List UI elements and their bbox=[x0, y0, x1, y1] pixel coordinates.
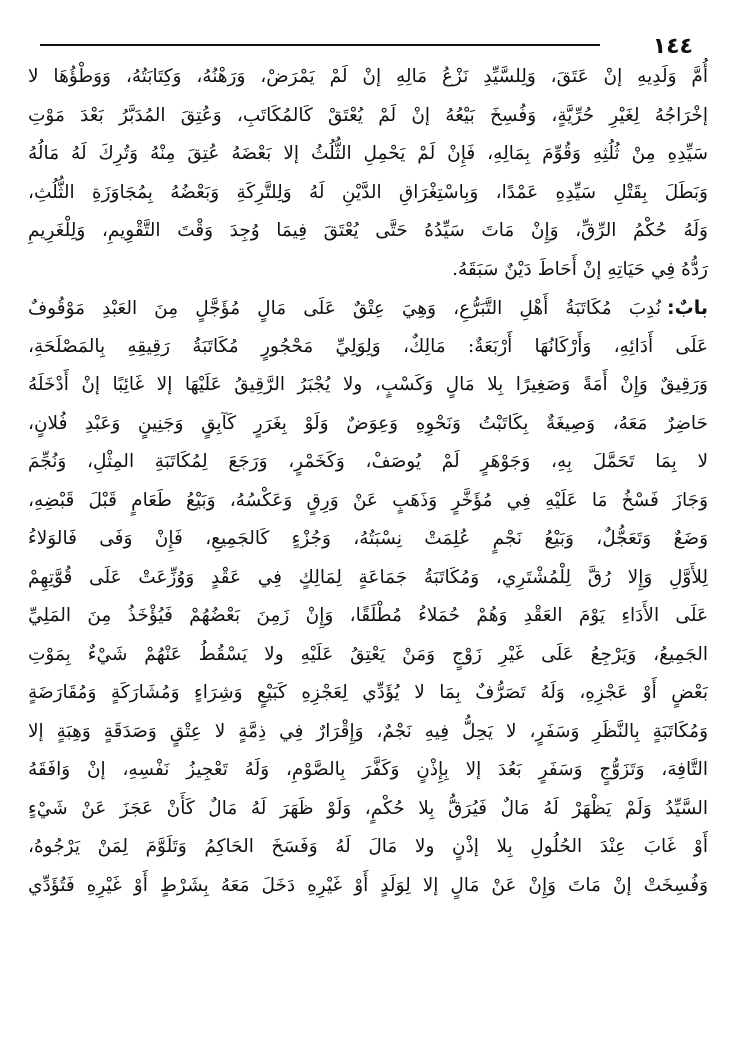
text-line-3: سَيِّدِهِ مِنْ ثُلُثِهِ وَقُوِّمَ بِمَالِهِ، فَإِنْ لَمْ يَحْمِلِ الثُّلُثُ إلا بَعْضَهُ عُتِقَ مِنْهُ وَتُرِكَ لَهُ مَالُهُ bbox=[28, 143, 708, 164]
page-number: ١٤٤ bbox=[652, 34, 693, 59]
text-line-21: أَوْ غَابَ عِنْدَ الحُلُولِ بِلا إذْنٍ ولا مَالَ لَهُ وَفَسَخَ الحَاكِمُ وَتَلَوَّمَ لِمَنْ يَرْجُوهُ، bbox=[28, 836, 708, 857]
text-line-8: عَلَى أَدَائِهِ، وَأَرْكَانُهَا أَرْبَعَةٌ: مَالِكٌ، وَلِوَلِيِّ مَحْجُورٍ مُكَاتَبَةُ رَقِيقِهِ بِالمَصْلَحَةِ، bbox=[28, 335, 708, 357]
text-line-12: وَجَازَ فَسْخُ مَا عَلَيْهِ فِي مُؤَخَّرٍ وَذَهَبٍ عَنْ وَرِقٍ وَعَكْسُهُ، وَبَيْعُ طَعَامٍ قَبْلَ قَبْضِهِ، bbox=[28, 489, 708, 511]
text-line-9: وَرَقِيقٌ وَإِنْ أَمَةً وَصَغِيرًا بِلا مَالٍ وَكَسْبٍ، ولا يُجْبَرُ الرَّقِيقُ عَلَيْهَا إلا غَائِبًا إنْ أَدْخَلَهُ bbox=[28, 374, 708, 395]
text-line-10: حَاضِرٌ مَعَهُ، وَصِيغَةٌ بِكَاتَبْتُ وَنَحْوِهِ وَعِوَضٌ وَلَوْ بِغَرَرٍ كَآبِقٍ وَجَنِينٍ وَعَبْدِ فُلانٍ، bbox=[28, 412, 708, 434]
text-line-18: وَمُكَاتَبَةٍ بِالنَّظَرِ وَسَفَرٍ، لا يَحِلُّ فِيهِ نَجْمٌ، وَإِقْرَارٌ فِي ذِمَّةٍ لا عِتْقٍ وَصَدَقَةٍ وَهِبَةٍ إلا bbox=[28, 720, 708, 742]
text-line-1: أُمَّ وَلَدِيهِ إنْ عَتَقَ، وَلِلسَّيِّدِ نَزْعُ مَالِهِ إنْ لَمْ يَمْرَضْ، وَرَهْنُهُ، وَكِتَابَتُهُ، وَوَطْؤُهَا لا bbox=[28, 66, 708, 87]
text-line-5: وَلَهُ حُكْمُ الرِّقِّ، وَإِنْ مَاتَ سَيِّدُهُ حَتَّى يُعْتَقَ فِيمَا وُجِدَ وَقْتَ التَّقْوِيمِ، وَلِلْغَرِيمِ bbox=[28, 220, 708, 241]
text-line-4: وَبَطَلَ بِقَتْلِ سَيِّدِهِ عَمْدًا، وَبِاسْتِغْرَاقِ الدَّيْنِ لَهُ وَلِلتَّرِكَةِ وَبَعْضُهُ بِمُجَاوَزَةِ الثُّلُثِ، bbox=[28, 181, 708, 203]
header-rule bbox=[40, 44, 600, 46]
text-line-20: السَّيِّدُ وَلَمْ يَظْهَرْ لَهُ مَالٌ فَيُرَقُّ بِلا حُكْمٍ، وَلَوْ ظَهَرَ لَهُ مَالٌ كَأَنْ عَجَزَ عَنْ شَيْءٍ bbox=[28, 797, 708, 819]
text-line-15: عَلَى الأَدَاءِ يَوْمَ العَقْدِ وَهُمْ حُمَلاءُ مُطْلَقًا، وَإِنْ زَمِنَ بَعْضُهُمْ فَيُؤْخَذُ مِنَ المَلِيِّ bbox=[28, 605, 708, 626]
text-line-6: رَدُّهُ فِي حَيَاتِهِ إنْ أَحَاطَ دَيْنٌ سَبَقَهُ. bbox=[452, 258, 708, 280]
text-line-17: بَعْضٍ أَوْ عَجْزِهِ، وَلَهُ تَصَرُّفٌ بِمَا لا يُؤَدِّي لِعَجْزِهِ كَبَيْعٍ وَشِرَاءٍ وَمُشَارَكَةٍ وَمُقَارَضَةٍ bbox=[28, 682, 708, 703]
text-line-2: إخْرَاجُهُ لِغَيْرِ حُرِّيَّةٍ، وَفُسِخَ بَيْعُهُ إنْ لَمْ يُعْتَقْ كَالمُكَاتَبِ، وَعُتِقَ المُدَبَّرُ بَعْدَ مَوْتِ bbox=[28, 104, 708, 126]
text-line-19: التَّافِهَ، وَتَزَوُّجٍ وَسَفَرٍ بَعُدَ إلا بِإِذْنٍ وَكَفَّرَ بِالصَّوْمِ، وَلَهُ تَعْجِيزُ نَفْسِهِ، إنْ وَافَقَهُ bbox=[28, 759, 708, 780]
text-line-16: الجَمِيعُ، وَيَرْجِعُ عَلَى غَيْرِ زَوْجٍ وَمَنْ يَعْتِقُ عَلَيْهِ ولا يَسْقُطُ عَنْهُمْ شَيْءٌ بِمَوْتِ bbox=[28, 643, 708, 665]
text-line-22: وَفُسِخَتْ إنْ مَاتَ وَإِنْ عَنْ مَالٍ إلا لِوَلَدٍ أَوْ غَيْرِهِ دَخَلَ مَعَهُ بِشَرْطٍ أَوْ غَيْرِهِ فَتُؤَدِّي bbox=[28, 874, 708, 896]
text-line-14: لِلأَوَّلِ وَإِلا رُقَّ لِلْمُشْتَرِي، وَمُكَاتَبَةُ جَمَاعَةٍ لِمَالِكٍ فِي عَقْدٍ وَوُزِّعَتْ عَلَى قُوَّتِهِمْ bbox=[28, 566, 708, 588]
body-text bbox=[28, 58, 708, 905]
text-line-7-content: نُدِبَ مُكَاتَبَةُ أَهْلِ التَّبَرُّعِ، وَهِيَ عِتْقٌ عَلَى مَالٍ مُؤَجَّلٍ مِنَ العَبْدِ مَوْقُوفٌ bbox=[28, 298, 662, 319]
text-line-11: لا بِمَا تَحَمَّلَ بِهِ، وَجَوْهَرٍ لَمْ يُوصَفْ، وَكَخَمْرٍ، وَرَجَعَ لِمُكَاتَبَةِ المِثْلِ، وَنُجِّمَ bbox=[28, 451, 708, 472]
text-line-13: وَضَعٌ وَتَعَجُّلٌ، وَبَيْعُ نَجْمٍ عُلِمَتْ نِسْبَتُهُ، وَجُزْءٍ كَالجَمِيعِ، فَإِنْ وَفَى فَالوَلاءُ bbox=[28, 528, 708, 549]
chapter-label: بابٌ: bbox=[667, 297, 708, 319]
text-line-7 bbox=[28, 289, 708, 328]
